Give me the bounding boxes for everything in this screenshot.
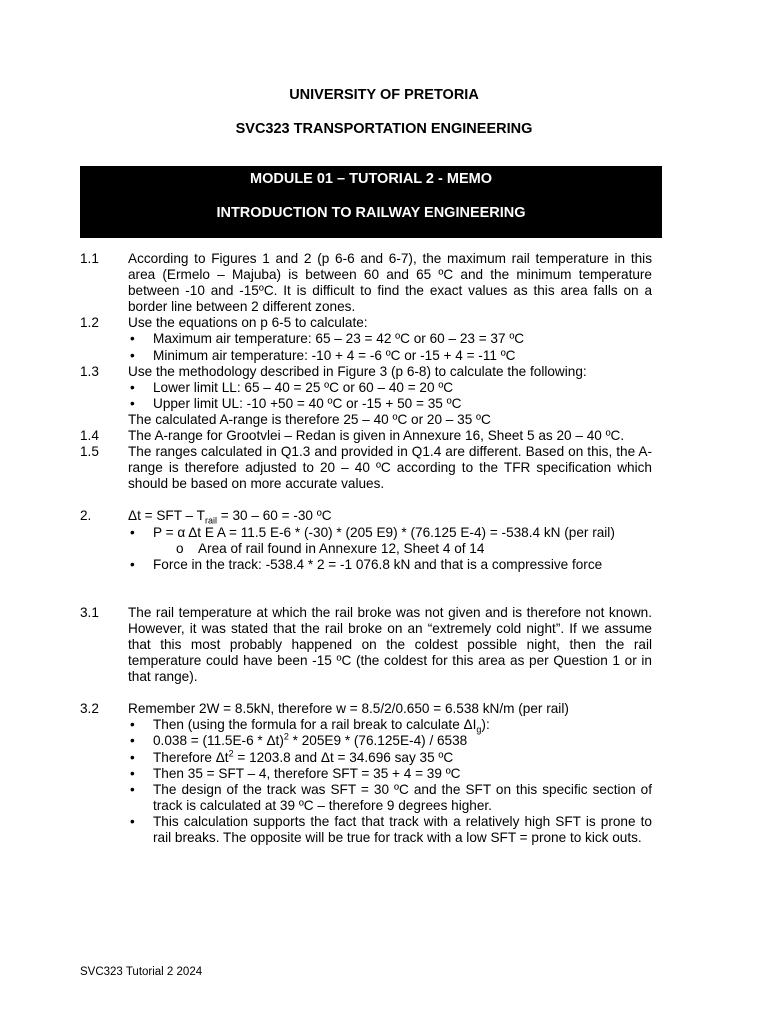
answer-2 [80, 508, 652, 572]
module-title: MODULE 01 – TUTORIAL 2 - MEMO [250, 171, 492, 187]
item-number: 1.1 [80, 251, 99, 266]
bullet-icon: • [130, 331, 135, 347]
bullet-item: • Lower limit LL: 65 – 40 = 25 ºC or 60 – 40 = 20 ºC [130, 379, 454, 395]
bullet-icon: • [130, 765, 135, 781]
item-number: 2. [80, 508, 92, 524]
bullet-item: • Minimum air temperature: -10 + 4 = -6 ºC or -15 + 4 = -11 ºC [130, 347, 516, 363]
bullet-item: • Force in the track: -538.4 * 2 = -1 076.8 kN and that is a compressive force [130, 556, 603, 572]
university-title: UNIVERSITY OF PRETORIA [289, 87, 479, 103]
circle-bullet-icon: o [176, 540, 184, 556]
bullet-icon: • [130, 556, 135, 572]
bullet-icon: • [130, 733, 135, 749]
answer-1-5 [80, 444, 652, 492]
page-footer: SVC323 Tutorial 2 2024 [80, 966, 203, 978]
item-number: 1.4 [80, 428, 99, 444]
bullet-item: • Upper limit UL: -10 +50 = 40 ºC or -15 + 50 = 35 ºC [130, 395, 462, 411]
item-number: 1.5 [80, 444, 99, 460]
bullet-icon: • [130, 395, 135, 411]
bullet-item: • Maximum air temperature: 65 – 23 = 42 ºC or 60 – 23 = 37 ºC [130, 331, 525, 347]
memo-content [80, 251, 652, 846]
answer-text: The calculated A-range is therefore 25 – 40 ºC or 20 – 35 ºC [128, 411, 491, 427]
answer-text: Use the methodology described in Figure 3 (p 6-8) to calculate the following: [128, 363, 587, 379]
item-number: 1.2 [80, 315, 99, 331]
bullet-icon: • [130, 813, 135, 829]
bullet-icon: • [130, 781, 135, 797]
answer-3-2 [80, 701, 652, 846]
answer-1-2 [80, 315, 652, 363]
answer-text: The rail temperature at which the rail broke was not given and is therefore not known. However, it was stated that the rail broke on an “extremely cold night”. If we assume that this most probably happened on the coldest possible night, then the rail temperature could have been -15 ºC (the coldest for this area as per Question 1 or in that range). [128, 604, 652, 685]
sub-bullet-item: o Area of rail found in Annexure 12, Sheet 4 of 14 [176, 540, 485, 556]
answer-text: Remember 2W = 8.5kN, therefore w = 8.5/2/0.650 = 6.538 kN/m (per rail) [128, 701, 569, 717]
answer-text: The A-range for Grootvlei – Redan is given in Annexure 16, Sheet 5 as 20 – 40 ºC. [128, 428, 625, 444]
bullet-icon: • [130, 379, 135, 395]
bullet-item: • This calculation supports the fact that track with a relatively high SFT is prone to rail breaks. The opposite will be true for track with a low SFT = prone to kick outs. [130, 813, 652, 845]
course-title: SVC323 TRANSPORTATION ENGINEERING [235, 121, 533, 137]
item-number: 3.1 [80, 604, 99, 620]
answer-text: Use the equations on p 6-5 to calculate: [128, 315, 368, 331]
bullet-item: • Then 35 = SFT – 4, therefore SFT = 35 + 4 = 39 ºC [130, 765, 461, 781]
answer-text: The ranges calculated in Q1.3 and provided in Q1.4 are different. Based on this, the A-range is therefore adjusted to 20 – 40 ºC according to the TFR specification which should be based on more accurate values. [128, 444, 652, 492]
answer-3-1 [80, 605, 652, 685]
bullet-icon: • [130, 749, 135, 765]
answer-1-1 [80, 251, 652, 315]
answer-text: According to Figures 1 and 2 (p 6-6 and 6-7), the maximum rail temperature in this area (Ermelo – Majuba) is between 60 and 65 ºC and the minimum temperature between -10 and -15ºC. It is difficult to find the exact values as this area falls on a border line between 2 different zones. [128, 251, 652, 315]
bullet-item: • P = α Δt E A = 11.5 E-6 * (-30) * (205 E9) * (76.125 E-4) = -538.4 kN (per rail) [130, 524, 615, 540]
module-banner [80, 166, 662, 238]
bullet-item: • 0.038 = (11.5E-6 * Δt)$^2$ * 205E9 * (76.125E-4) / 6538 [130, 731, 468, 749]
bullet-icon: • [130, 524, 135, 540]
answer-1-4 [80, 428, 652, 444]
bullet-icon: • [130, 717, 135, 733]
item-number: 3.2 [80, 701, 99, 717]
answer-text: Δt = SFT – $T_{rail} = 30 - 60 = -30$ ºC [128, 508, 332, 527]
module-subtitle: INTRODUCTION TO RAILWAY ENGINEERING [216, 205, 526, 221]
item-number: 1.3 [80, 363, 99, 379]
bullet-item: • The design of the track was SFT = 30 ºC and the SFT on this specific section of track is calculated at 39 ºC – therefore 9 degrees higher. [130, 781, 652, 813]
bullet-item: • Therefore $\Delta t^2 = 1203.8$ and Δt = 34.696 say 35 ºC [130, 748, 454, 765]
answer-1-3 [80, 364, 652, 428]
bullet-icon: • [130, 347, 135, 363]
bullet-item: • Then (using the formula for a rail break to calculate $\Delta I_g$): [130, 717, 490, 736]
